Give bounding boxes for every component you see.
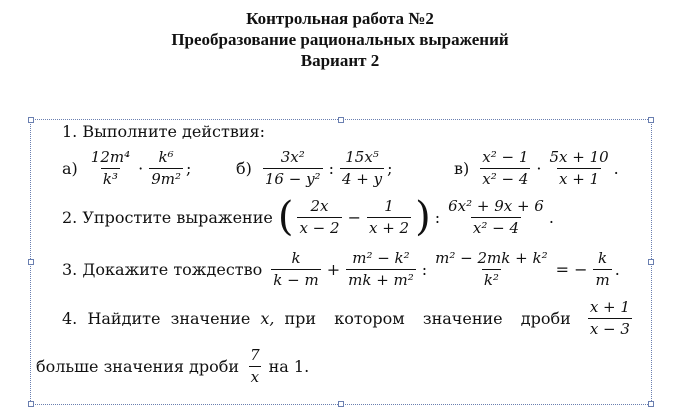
task2-fraction-3 (446, 198, 546, 237)
task3-end: . (614, 259, 620, 279)
fraction-numerator: 7 (250, 345, 260, 364)
task1-intro-text: 1. Выполните действия: (62, 122, 265, 141)
task3-plus: + (326, 259, 341, 279)
task2-text: 2. Упростите выражение (62, 207, 273, 227)
task2-fraction-2 (367, 198, 411, 237)
fraction-denominator: x² − 4 (482, 169, 529, 188)
header-topic: Преобразование рациональных выражений (171, 30, 509, 49)
task4-fraction-1 (588, 299, 632, 338)
task1-a-fraction-2 (149, 149, 183, 188)
fraction-numerator: x + 1 (589, 297, 630, 316)
task1-b-fraction-2 (340, 149, 384, 188)
task2 (62, 194, 554, 240)
task4-line1 (62, 294, 642, 342)
fraction-denominator: x² − 4 (472, 218, 520, 237)
task2-minus: − (347, 207, 361, 227)
task3-text: 3. Докажите тождество (62, 259, 263, 279)
task4-text2: при котором значение дроби (284, 308, 571, 328)
resize-handle-tl[interactable] (28, 117, 34, 123)
task1-c-fraction-1 (480, 149, 530, 188)
fraction-denominator: k³ (102, 169, 118, 188)
fraction-numerator: 3x² (280, 147, 305, 166)
fraction-numerator: 2x (310, 196, 329, 215)
task3 (62, 246, 620, 292)
task1-c-label: в) (454, 158, 470, 178)
fraction-numerator: 12m⁴ (90, 147, 131, 166)
resize-handle-bl[interactable] (28, 401, 34, 407)
task3-operator: : (421, 259, 428, 279)
task1-a-end: ; (185, 158, 192, 178)
task4-line2 (36, 343, 309, 389)
fraction-numerator: k (598, 248, 608, 267)
resize-handle-mr[interactable] (648, 259, 654, 265)
resize-handle-ml[interactable] (28, 259, 34, 265)
resize-handle-tm[interactable] (338, 117, 344, 123)
fraction-numerator: 1 (384, 196, 394, 215)
task3-fraction-1 (271, 250, 320, 289)
fraction-denominator: k − m (273, 270, 319, 289)
fraction-denominator: 4 + y (341, 169, 383, 188)
worksheet-header (0, 8, 680, 71)
fraction-numerator: 15x⁵ (345, 147, 379, 166)
task1-c-end: . (613, 158, 619, 178)
resize-handle-br[interactable] (648, 401, 654, 407)
fraction-denominator: x + 2 (368, 218, 410, 237)
task1-b-label: б) (236, 158, 252, 178)
task1-b-end: ; (387, 158, 393, 178)
task1-expr-a (62, 145, 191, 191)
fraction-numerator: 6x² + 9x + 6 (448, 196, 544, 215)
fraction-denominator: x − 3 (589, 319, 630, 338)
task2-operator: : (434, 207, 441, 227)
fraction-denominator: mk + m² (348, 270, 414, 289)
task1-a-fraction-1 (89, 149, 132, 188)
resize-handle-tr[interactable] (648, 117, 654, 123)
task1-expr-b (236, 145, 392, 191)
fraction-denominator: m (595, 270, 610, 289)
fraction-denominator: 9m² (151, 169, 181, 188)
fraction-numerator: 5x + 10 (549, 147, 609, 166)
right-paren: ) (415, 194, 431, 240)
task4-variable: x, (260, 308, 275, 328)
task3-equals: = − (555, 259, 588, 279)
task4-text3: больше значения дроби (36, 356, 240, 376)
task1-c-fraction-2 (547, 149, 610, 188)
task1-a-operator: · (138, 158, 144, 178)
task3-fraction-4 (593, 250, 611, 289)
fraction-numerator: x² − 1 (482, 147, 529, 166)
task3-fraction-2 (346, 250, 416, 289)
task4-text1: 4. Найдите значение (62, 308, 251, 328)
header-variant: Вариант 2 (300, 51, 380, 70)
task1-expr-c (454, 145, 619, 191)
fraction-denominator: 16 − y² (264, 169, 321, 188)
task3-fraction-3 (433, 250, 549, 289)
task1-b-operator: : (328, 158, 334, 178)
fraction-denominator: x (250, 367, 260, 386)
task4-fraction-2 (248, 347, 262, 386)
left-paren: ( (277, 194, 294, 240)
task1-intro (62, 122, 265, 141)
task2-end: . (548, 207, 554, 227)
task1-b-fraction-1 (263, 149, 323, 188)
fraction-numerator: m² − k² (352, 248, 410, 267)
fraction-numerator: k⁶ (158, 147, 174, 166)
task1-a-label: а) (62, 158, 78, 178)
fraction-numerator: m² − 2mk + k² (435, 248, 548, 267)
fraction-denominator: k² (483, 270, 499, 289)
task4-text4: на 1. (268, 356, 310, 376)
fraction-denominator: x − 2 (299, 218, 340, 237)
fraction-numerator: k (291, 248, 301, 267)
task2-fraction-1 (297, 198, 341, 237)
task1-c-operator: · (536, 158, 542, 178)
fraction-denominator: x + 1 (559, 169, 600, 188)
header-title: Контрольная работа №2 (246, 9, 434, 28)
resize-handle-bm[interactable] (338, 401, 344, 407)
